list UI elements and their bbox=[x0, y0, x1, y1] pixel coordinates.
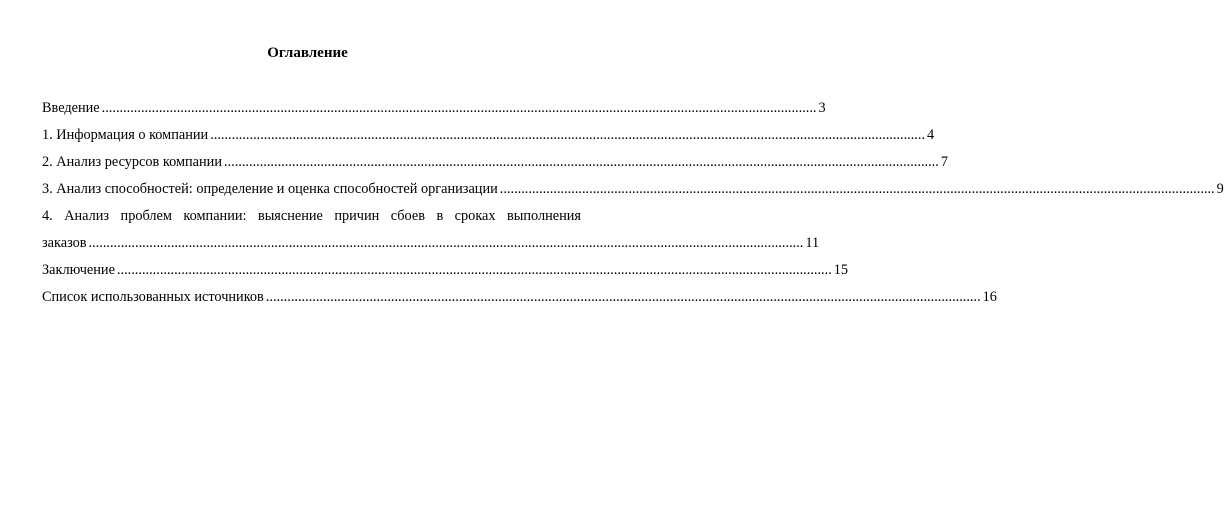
toc-entry-page: 7 bbox=[940, 154, 948, 170]
toc-entry bbox=[42, 284, 997, 311]
toc-leader-dots: ........................................................................................................................................................................................................ bbox=[223, 154, 939, 170]
toc-entry-line2 bbox=[42, 230, 820, 257]
toc-leader-dots: ........................................................................................................................................................................................................ bbox=[265, 289, 981, 305]
toc-entry-label: 3. Анализ способностей: определение и оценка способностей организации bbox=[42, 181, 498, 197]
toc-entry bbox=[42, 122, 935, 149]
toc-entry bbox=[42, 257, 849, 284]
toc-leader-dots: ........................................................................................................................................................................................................ bbox=[88, 235, 804, 251]
toc-entry-label: Заключение bbox=[42, 262, 115, 278]
toc-entry-page: 16 bbox=[982, 289, 997, 305]
toc-entry-page: 15 bbox=[833, 262, 849, 278]
toc-entry bbox=[42, 95, 826, 122]
toc-title: Оглавление bbox=[267, 45, 348, 61]
toc-entry-label: 2. Анализ ресурсов компании bbox=[42, 154, 222, 170]
toc-entry bbox=[42, 176, 1224, 203]
toc-leader-dots: ........................................................................................................................................................................................................ bbox=[101, 100, 817, 116]
toc-entry-page: 3 bbox=[818, 100, 826, 116]
toc-entry-label-line1: 4. Анализ проблем компании: выяснение причин сбоев в сроках выполнения bbox=[42, 208, 581, 224]
toc-entry-label: 1. Информация о компании bbox=[42, 127, 209, 143]
toc-entry-page: 11 bbox=[805, 235, 820, 251]
toc-entry bbox=[42, 149, 948, 176]
toc-leader-dots: ........................................................................................................................................................................................................ bbox=[116, 262, 832, 278]
toc-entry-label: Список использованных источников bbox=[42, 289, 264, 305]
toc-leader-dots: ........................................................................................................................................................................................................ bbox=[210, 127, 926, 143]
toc-leader-dots: ........................................................................................................................................................................................................ bbox=[499, 181, 1215, 197]
toc-entry-label-line2: заказов bbox=[42, 235, 87, 251]
toc-entry-page: 4 bbox=[927, 127, 935, 143]
table-of-contents bbox=[42, 95, 1224, 311]
toc-entry-label: Введение bbox=[42, 100, 100, 116]
toc-entry-page: 9 bbox=[1216, 181, 1224, 197]
toc-entry bbox=[42, 203, 820, 257]
